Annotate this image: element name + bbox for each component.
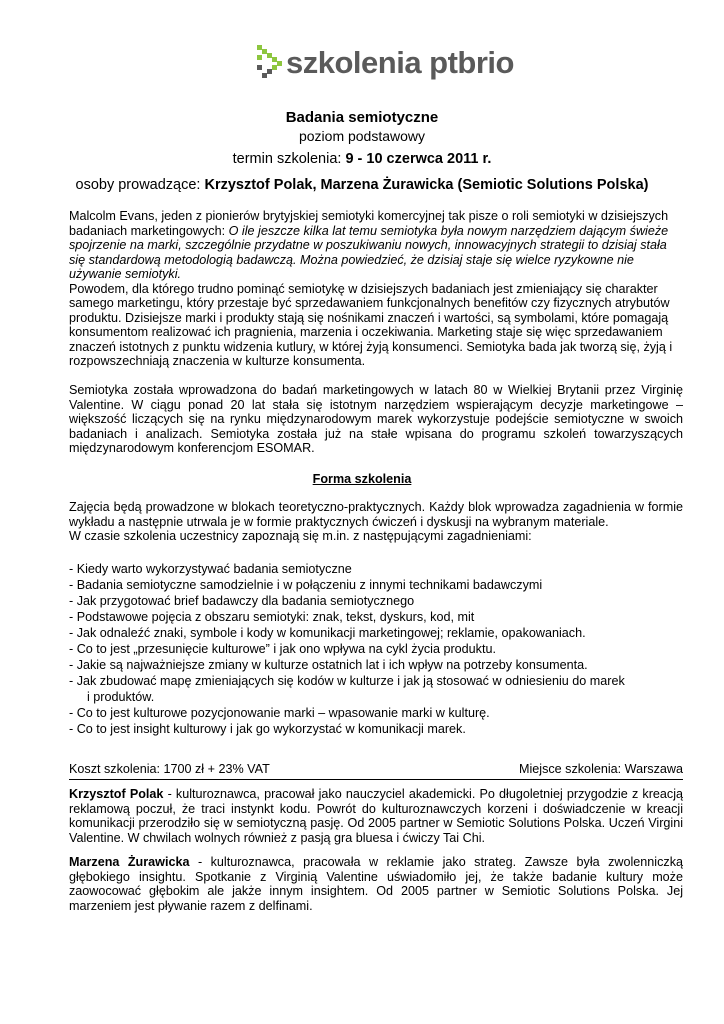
training-place: Miejsce szkolenia: Warszawa (518, 762, 683, 776)
bio-text: - kulturoznawca, pracowała w reklamie jako strateg. Zawsze była zwolenniczką głębokiego insightu. Spotkanie z Virginią Valentine uświadomiło jej, że także badanie kultury może zaowocować głębokim ale jakże innym insightem. Od 2005 partner w Semiotic Solutions Polska. Jej marzeniem jest pływanie razem z delfinami. (69, 855, 683, 913)
bio-krzysztof-polak (69, 787, 683, 845)
cost-place-row (69, 762, 683, 776)
training-date-label: termin szkolenia: (232, 151, 346, 167)
intro-quote: O ile jeszcze kilka lat temu semiotyka była nowym narzędziem dającym świeże spojrzenie na marki, szczególnie przydatne w poszukiwaniu nowych, innowacyjnych strategii to dzisiaj stała się standardową metodologią badawczą. Można powiedzieć, że dzisiaj staje się wielce ryzykowne nie używanie semiotyki. (69, 223, 669, 281)
page-title: Badania semiotyczne (285, 109, 439, 126)
logo-text: szkolenia ptbrio (286, 44, 514, 80)
list-item: - Badania semiotyczne samodzielnie i w połączeniu z innymi technikami badawczymi (69, 578, 543, 592)
section-title-forma: Forma szkolenia (312, 472, 412, 486)
list-item-continuation: i produktów. (87, 690, 155, 704)
list-item: - Jak przygotować brief badawczy dla badania semiotycznego (69, 594, 415, 608)
intro-section (69, 209, 683, 369)
arrow-logo-icon (257, 45, 283, 79)
list-item: - Jakie są najważniejsze zmiany w kulturze ostatnich lat i ich wpływ na potrzeby konsumenta. (69, 658, 588, 672)
training-cost: Koszt szkolenia: 1700 zł + 23% VAT (69, 762, 270, 776)
training-date-value: 9 - 10 czerwca 2011 r. (345, 151, 492, 167)
list-item (69, 673, 683, 705)
trainers-label: osoby prowadzące: (75, 177, 205, 193)
list-item: - Co to jest kulturowe pozycjonowanie marki – wpasowanie marki w kulturę. (69, 706, 490, 720)
forma-section (69, 500, 683, 544)
list-item: - Co to jest insight kulturowy i jak go wykorzystać w komunikacji marek. (69, 722, 466, 736)
topics-list (69, 561, 683, 737)
intro-paragraph (69, 209, 683, 282)
training-date (0, 151, 724, 167)
logo (257, 41, 514, 83)
list-item: - Jak odnaleźć znaki, symbole i kody w komunikacji marketingowej; reklamie, opakowaniach. (69, 626, 586, 640)
page-subtitle: poziom podstawowy (298, 128, 426, 144)
history-paragraph: Semiotyka została wprowadzona do badań marketingowych w latach 80 w Wielkiej Brytanii przez Virginię Valentine. W ciągu ponad 20 lat stała się istotnym narzędziem wspierającym decyzje marketingowe – większość liczących się na rynku międzynarodowym marek wykorzystuje podejście semiotyczne w swoich badaniach i analizach. Semiotyka została już na stałe wpisana do programu szkoleń towarzyszących międzynarodowym konferencjom ESOMAR. (69, 383, 683, 455)
bio-text: - kulturoznawca, pracował jako nauczyciel akademicki. Po długoletniej przygodzie z kreacją reklamową poczuł, że traci instynkt kodu. Powrót do kulturoznawczych korzeni i doświadczenie w kreacji komunikacji przerodziło się w semiotyczną pasję. Od 2005 partner w Semiotic Solutions Polska. Uczeń Virgini Valentine. W chwilach wolnych również z pasją gra bluesa i ćwiczy Tai Chi. (69, 787, 683, 845)
list-item: - Kiedy warto wykorzystywać badania semiotyczne (69, 562, 352, 576)
list-item: - Podstawowe pojęcia z obszaru semiotyki: znak, tekst, dyskurs, kod, mit (69, 610, 475, 624)
bio-marzena-zurawicka (69, 855, 683, 913)
divider (69, 779, 683, 780)
intro-paragraph-2: Powodem, dla którego trudno pominąć semiotykę w dzisiejszych badaniach jest zmieniający się charakter samego marketingu, który przestaje być sprzedawaniem funkcjonalnych benefitów czy fizycznych atrybutów produktu. Dzisiejsze marki i produkty stają się nośnikami znaczeń i wartości, są symbolami, które pomagają konsumentom realizować ich pragnienia, marzenia i oczekiwania. Marketing staje się więc sprzedawaniem znaczeń istotnych z punktu widzenia kutlury, w której żyją konsumenci. Semiotyka bada jak tworzą się, żyją i rozpowszechniają znaczenia w kulturze konsumenta. (69, 281, 673, 368)
list-item: - Co to jest „przesunięcie kulturowe” i jak ono wpływa na cykl życia produktu. (69, 642, 496, 656)
forma-paragraph: Zajęcia będą prowadzone w blokach teoretyczno-praktycznych. Każdy blok wprowadza zagadnienia w formie wykładu a następnie utrwala je w formie praktycznych ćwiczeń i dyskusji na wybranym materiale. (69, 500, 683, 529)
trainers (0, 177, 724, 193)
bio-name: Krzysztof Polak (69, 787, 164, 801)
trainers-value: Krzysztof Polak, Marzena Żurawicka (Semiotic Solutions Polska) (204, 177, 649, 193)
intro-lead: Malcolm Evans, jeden z pionierów brytyjskiej semiotyki komercyjnej tak pisze o roli semiotyki w dzisiejszych badaniach marketingowych: (69, 209, 669, 238)
forma-intro-topics: W czasie szkolenia uczestnicy zapoznają się m.in. z następującymi zagadnieniami: (69, 529, 532, 543)
bio-name: Marzena Żurawicka (69, 855, 190, 869)
list-item-text: - Jak zbudować mapę zmieniających się kodów w kulturze i jak ją stosować w odniesieniu do marek (69, 674, 625, 688)
